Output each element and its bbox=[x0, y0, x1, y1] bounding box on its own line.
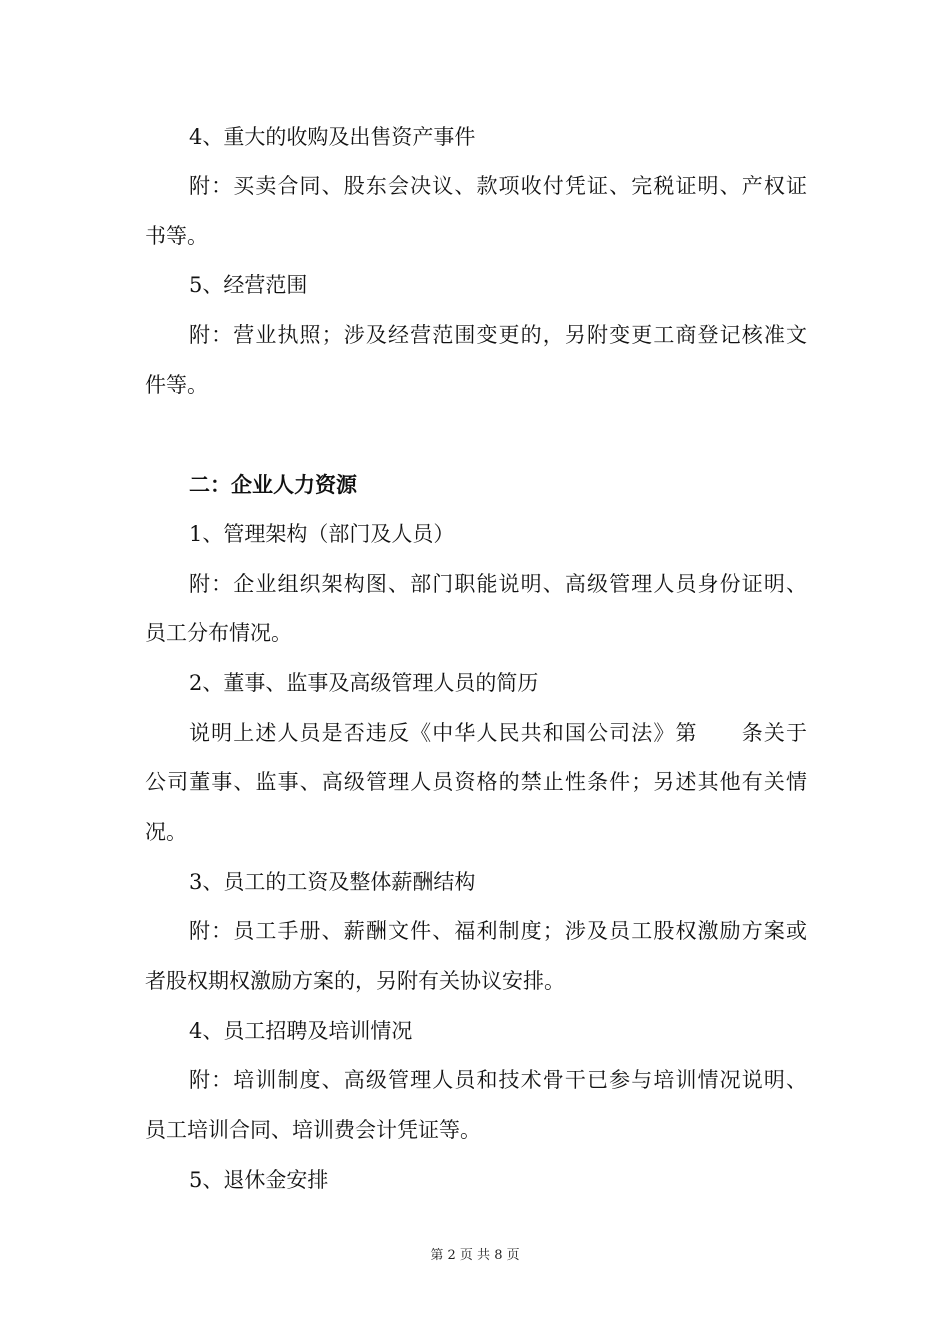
paragraph-line: 员工分布情况。 bbox=[145, 621, 292, 645]
paragraph-line: 附：培训制度、高级管理人员和技术骨干已参与培训情况说明、 bbox=[189, 1068, 807, 1092]
paragraph-line: 附：员工手册、薪酬文件、福利制度；涉及员工股权激励方案或 bbox=[189, 919, 807, 943]
item-heading: 4、员工招聘及培训情况 bbox=[189, 1019, 413, 1043]
paragraph-line: 员工培训合同、培训费会计凭证等。 bbox=[145, 1118, 481, 1142]
item-heading: 5、退休金安排 bbox=[189, 1168, 329, 1192]
paragraph-line: 者股权期权激励方案的，另附有关协议安排。 bbox=[145, 969, 565, 993]
paragraph-line: 附：营业执照；涉及经营范围变更的，另附变更工商登记核准文 bbox=[189, 323, 807, 347]
item-heading: 2、董事、监事及高级管理人员的简历 bbox=[189, 671, 539, 695]
section-heading: 二：企业人力资源 bbox=[189, 472, 357, 497]
paragraph-line: 说明上述人员是否违反《中华人民共和国公司法》第 条关于 bbox=[189, 721, 807, 745]
paragraph-line: 况。 bbox=[145, 820, 187, 844]
page-number-footer: 第 2 页 共 8 页 bbox=[430, 1248, 520, 1263]
paragraph-line: 件等。 bbox=[145, 373, 208, 397]
paragraph-line: 书等。 bbox=[145, 224, 208, 248]
item-heading: 4、重大的收购及出售资产事件 bbox=[189, 125, 476, 149]
item-heading: 1、管理架构（部门及人员） bbox=[189, 522, 455, 546]
item-heading: 5、经营范围 bbox=[189, 273, 308, 297]
item-heading: 3、员工的工资及整体薪酬结构 bbox=[189, 870, 476, 894]
paragraph-line: 附：企业组织架构图、部门职能说明、高级管理人员身份证明、 bbox=[189, 572, 807, 596]
paragraph-line: 附：买卖合同、股东会决议、款项收付凭证、完税证明、产权证 bbox=[189, 174, 807, 198]
paragraph-line: 公司董事、监事、高级管理人员资格的禁止性条件；另述其他有关情 bbox=[145, 770, 807, 794]
